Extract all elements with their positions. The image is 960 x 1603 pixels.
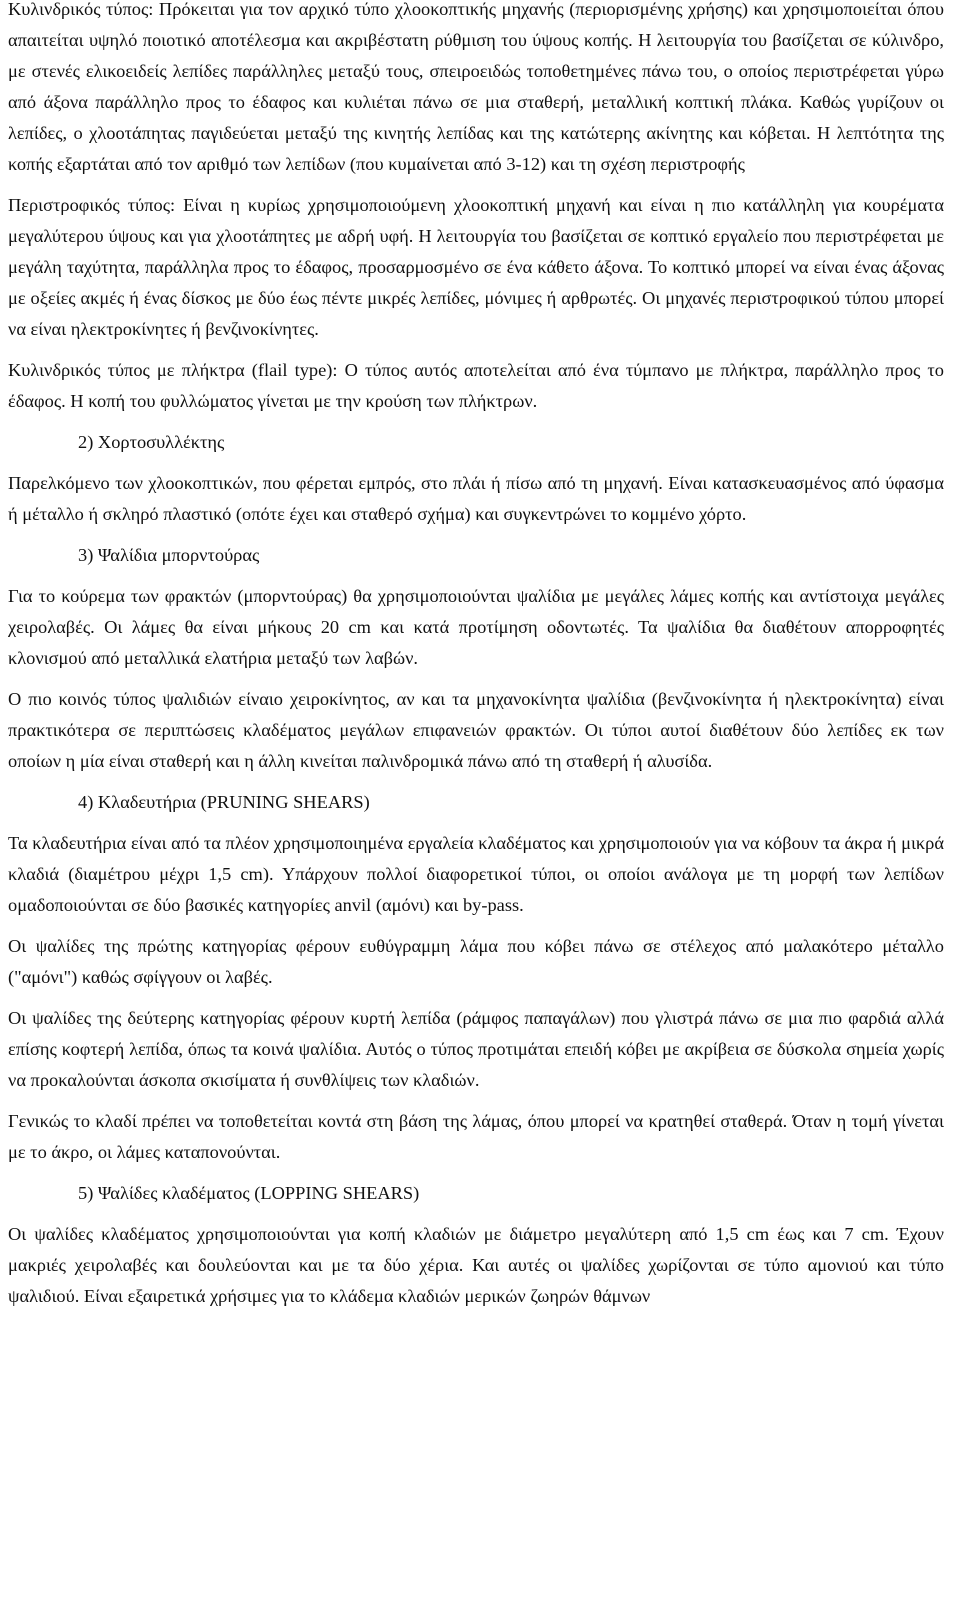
heading-hedge-shears: 3) Ψαλίδια μπορντούρας — [78, 545, 260, 565]
paragraph-branch-placement: Γενικώς το κλαδί πρέπει να τοποθετείται κοντά στη βάση της λάμας, όπου μπορεί να κρατηθεί σταθερά. Όταν η τομή γίνεται με το άκρο, οι λάμες καταπονούνται. — [8, 1111, 944, 1162]
paragraph-lopping-shears: Οι ψαλίδες κλαδέματος χρησιμοποιούνται για κοπή κλαδιών με διάμετρο μεγαλύτερη από 1,5 cm έως και 7 cm. Έχουν μακριές χειρολαβές και δουλεύονται και με τα δύο χέρια. Και αυτές οι ψαλίδες χωρίζονται σε τύπο αμονιού και τύπο ψαλιδιού. Είναι εξαιρετικά χρήσιμες για το κλάδεμα κλαδιών μερικών ζωηρών θάμνων — [8, 1224, 944, 1306]
paragraph-bypass-shears: Οι ψαλίδες της δεύτερης κατηγορίας φέρουν κυρτή λεπίδα (ράμφος παπαγάλων) που γλιστρά πάνω σε μια πιο φαρδιά αλλά επίσης κοφτερή λεπίδα, όπως τα κοινά ψαλίδια. Αυτός ο τύπος προτιμάται επειδή κόβει με ακρίβεια σε δύσκολα σημεία χωρίς να προκαλούνται άσκοπα σκισίματα ή συνθλίψεις των κλαδιών. — [8, 1008, 944, 1090]
heading-pruning-shears: 4) Κλαδευτήρια (PRUNING SHEARS) — [78, 792, 370, 812]
paragraph-cylindrical-type: Κυλινδρικός τύπος: Πρόκειται για τον αρχικό τύπο χλοοκοπτικής μηχανής (περιορισμένης χρήσης) και χρησιμοποιείται όπου απαιτείται υψηλό ποιοτικό αποτέλεσμα και ακριβέστατη ρύθμιση του ύψους κοπής. Η λειτουργία του βασίζεται σε κύλινδρο, με στενές ελικοειδείς λεπίδες παράλληλες μεταξύ τους, σπειροειδώς τοποθετημένες πάνω του, ο οποίος περιστρέφεται γύρω από άξονα παράλληλο προς το έδαφος και κυλιέται πάνω σε μια σταθερή, μεταλλική κοπτική πλάκα. Καθώς γυρίζουν οι λεπίδες, ο χλοοτάπητας παγιδεύεται μεταξύ της κινητής λεπίδας και της κατώτερης ακίνητης και κόβεται. Η λεπτότητα της κοπής εξαρτάται από τον αριθμό των λεπίδων (που κυμαίνεται από 3-12) και τη σχέση περιστροφής — [8, 0, 944, 174]
paragraph-pruning-shears: Τα κλαδευτήρια είναι από τα πλέον χρησιμοποιημένα εργαλεία κλαδέματος και χρησιμοποιούν για να κόβουν τα άκρα ή μικρά κλαδιά (διαμέτρου μέχρι 1,5 cm). Υπάρχουν πολλοί διαφορετικοί τύποι, οι οποίοι ανάλογα με τη μορφή των λεπίδων ομαδοποιούνται σε δύο βασικές κατηγορίες anvil (αμόνι) και by-pass. — [8, 833, 944, 915]
heading-lopping-shears: 5) Ψαλίδες κλαδέματος (LOPPING SHEARS) — [78, 1183, 420, 1203]
heading-grass-catcher: 2) Χορτοσυλλέκτης — [78, 432, 225, 452]
paragraph-flail-type: Κυλινδρικός τύπος με πλήκτρα (flail type): Ο τύπος αυτός αποτελείται από ένα τύμπανο με πλήκτρα, παράλληλο προς το έδαφος. Η κοπή του φυλλώματος γίνεται με την κρούση των πλήκτρων. — [8, 360, 944, 411]
paragraph-rotary-type: Περιστροφικός τύπος: Είναι η κυρίως χρησιμοποιούμενη χλοοκοπτική μηχανή και είναι η πιο κατάλληλη για κουρέματα μεγαλύτερου ύψους και για χλοοτάπητες με αδρή υφή. Η λειτουργία του βασίζεται σε κοπτικό εργαλείο που περιστρέφεται με μεγάλη ταχύτητα, παράλληλα προς το έδαφος, προσαρμοσμένο σε ένα κάθετο άξονα. Το κοπτικό μπορεί να είναι ένας άξονας με οξείες ακμές ή ένας δίσκος με δύο έως πέντε μικρές λεπίδες, μόνιμες ή αρθρωτές. Οι μηχανές περιστροφικού τύπου μπορεί να είναι ηλεκτροκίνητες ή βενζινοκίνητες. — [8, 195, 944, 339]
paragraph-anvil-shears: Οι ψαλίδες της πρώτης κατηγορίας φέρουν ευθύγραμμη λάμα που κόβει πάνω σε στέλεχος από μαλακότερο μέταλλο ("αμόνι") καθώς σφίγγουν οι λαβές. — [8, 936, 944, 987]
paragraph-hedge-shear-types: Ο πιο κοινός τύπος ψαλιδιών είναιο χειροκίνητος, αν και τα μηχανοκίνητα ψαλίδια (βενζινοκίνητα ή ηλεκτροκίνητα) είναι πρακτικότερα σε περιπτώσεις κλαδέματος μεγάλων επιφανειών φρακτών. Οι τύποι αυτοί διαθέτουν δύο λεπίδες εκ των οποίων η μία είναι σταθερή και η άλλη κινείται παλινδρομικά πάνω από τη σταθερή ή αλυσίδα. — [8, 689, 944, 771]
paragraph-grass-catcher: Παρελκόμενο των χλοοκοπτικών, που φέρεται εμπρός, στο πλάι ή πίσω από τη μηχανή. Είναι κατασκευασμένος από ύφασμα ή μέταλλο ή σκληρό πλαστικό (οπότε έχει και σταθερό σχήμα) και συγκεντρώνει το κομμένο χόρτο. — [8, 473, 944, 524]
paragraph-hedge-shears: Για το κούρεμα των φρακτών (μπορντούρας) θα χρησιμοποιούνται ψαλίδια με μεγάλες λάμες κοπής και αντίστοιχα μεγάλες χειρολαβές. Οι λάμες θα είναι μήκους 20 cm και κατά προτίμηση οδοντωτές. Τα ψαλίδια θα διαθέτουν απορροφητές κλονισμού από μεταλλικά ελατήρια μεταξύ των λαβών. — [8, 586, 944, 668]
